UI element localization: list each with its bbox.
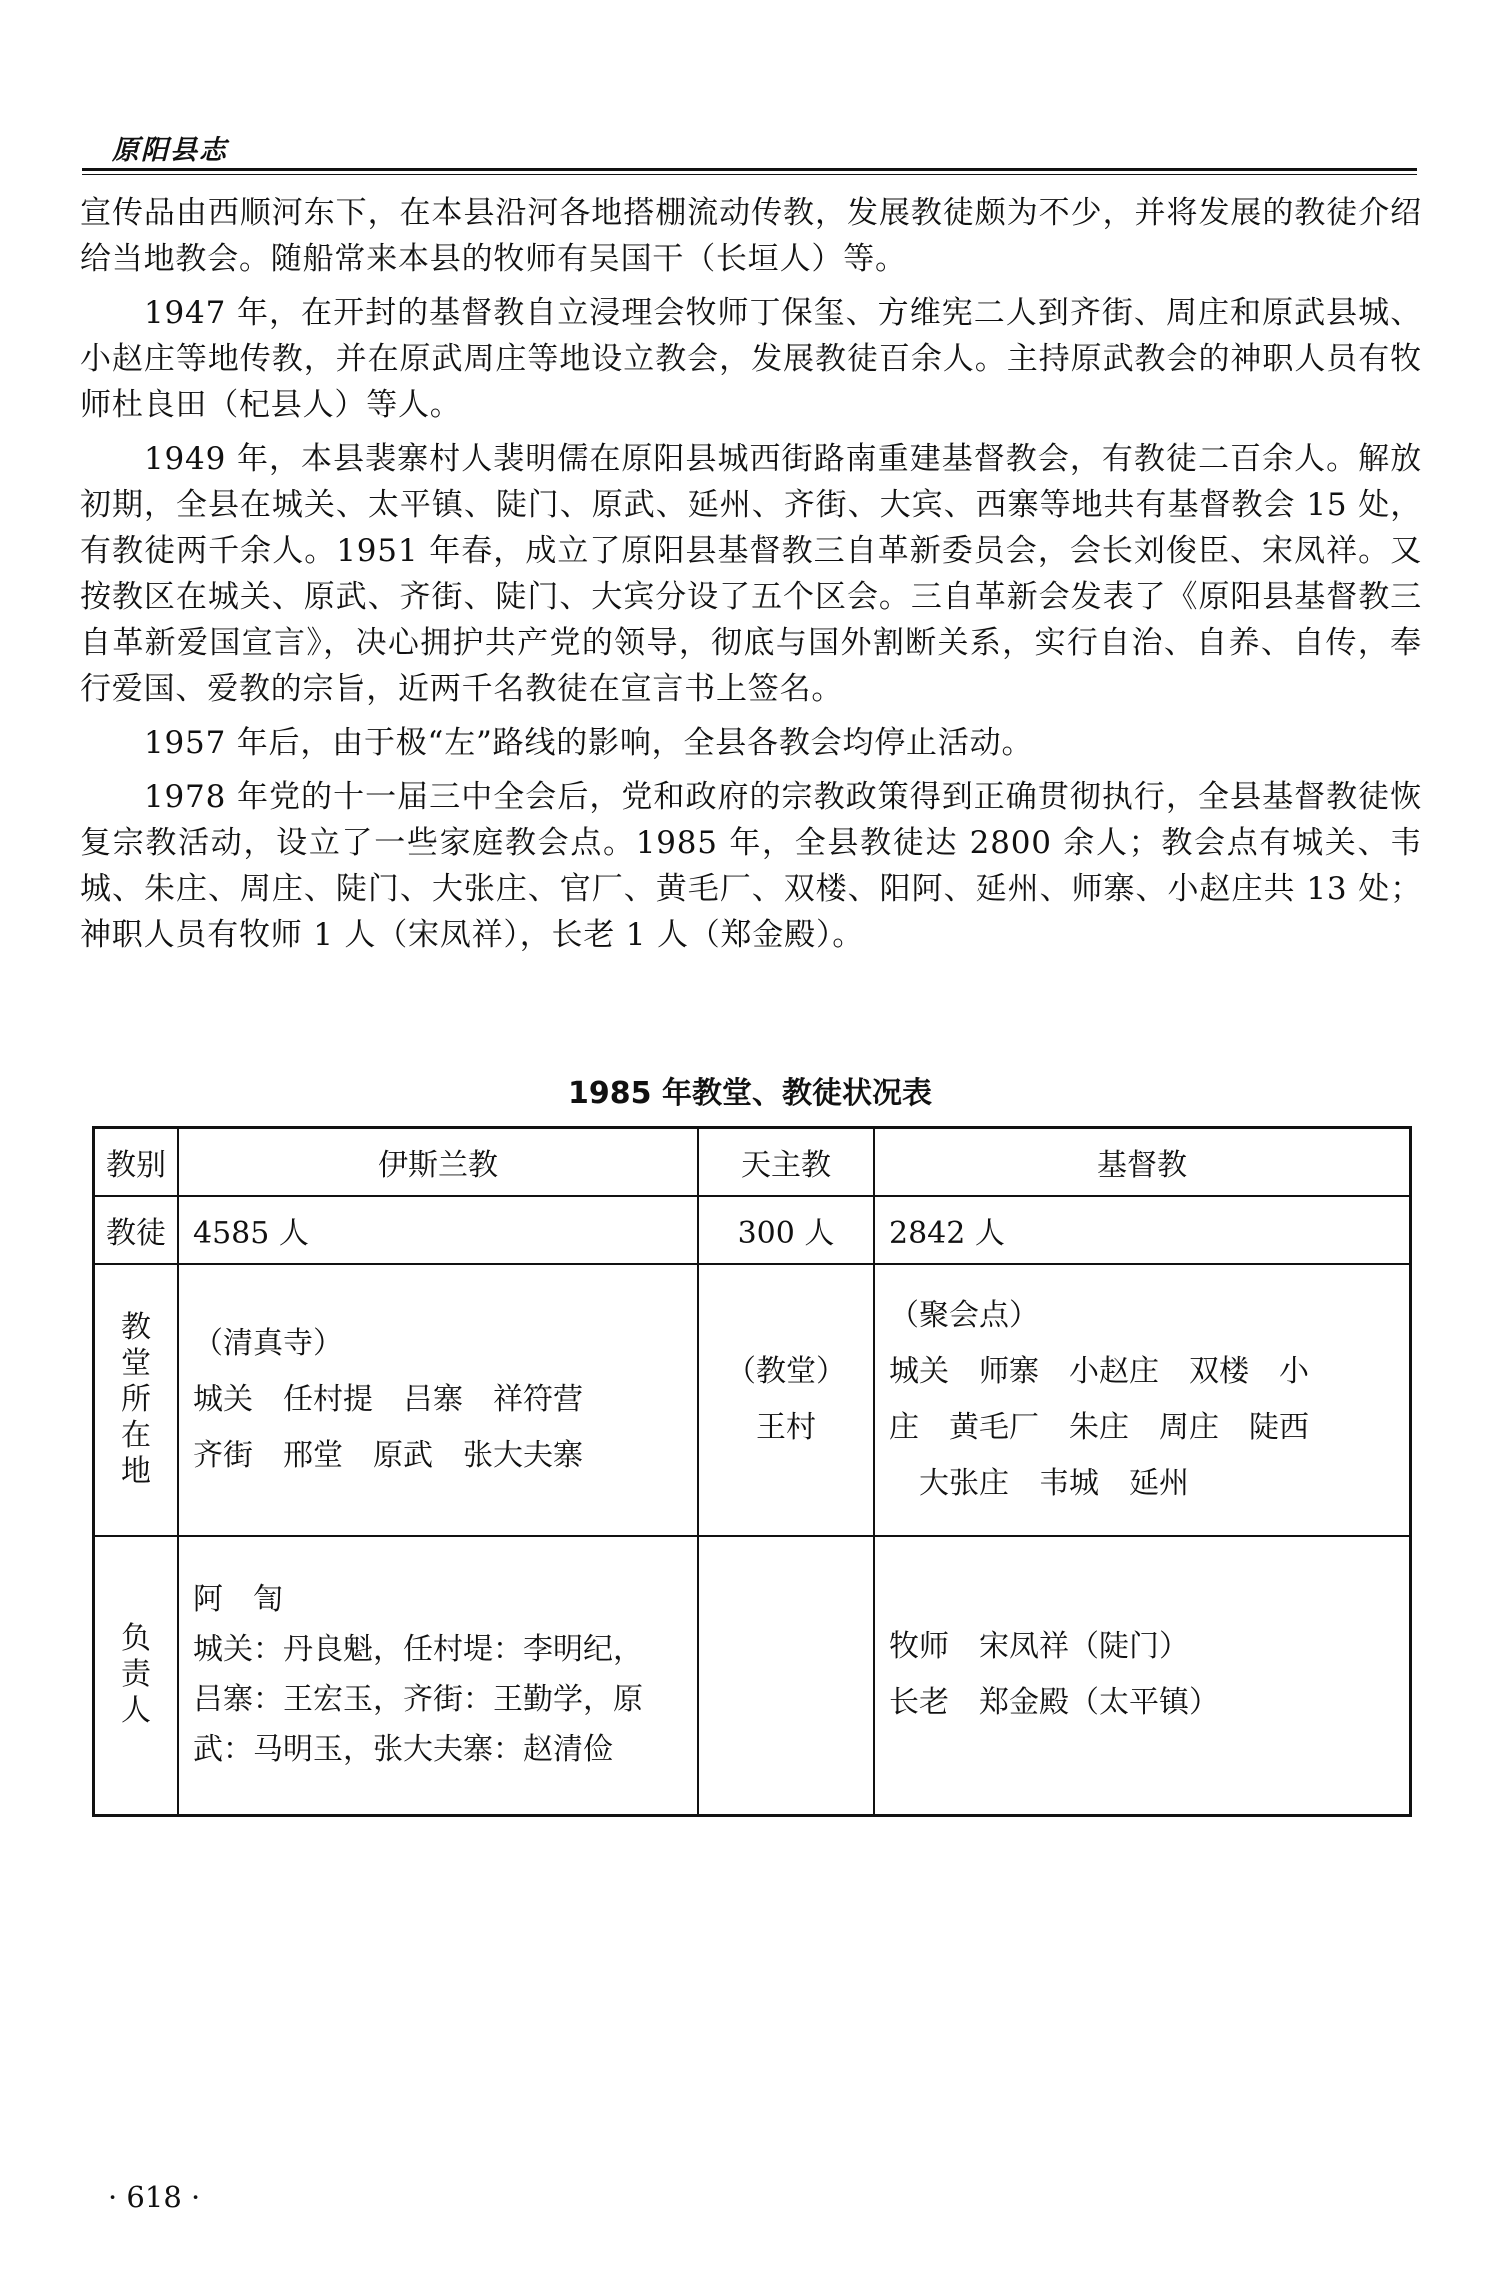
cell-christian-locations [874,1264,1411,1536]
paragraph: 1949 年，本县裴寨村人裴明儒在原阳县城西街路南重建基督教会，有教徒二百余人。解放初期，全县在城关、太平镇、陡门、原武、延州、齐街、大宾、西寨等地共有基督教会 15 处，有教徒两千余人。1951 年春，成立了原阳县基督教三自革新委员会，会长刘俊臣、宋凤祥。又按教区在城关、原武、齐街、陡门、大宾分设了五个区会。三自革新会发表了《原阳县基督教三自革新爱国宣言》，决心拥护共产党的领导，彻底与国外割断关系，实行自治、自养、自传，奉行爱国、爱教的宗旨，近两千名教徒在宣言书上签名。 [80,441,1422,707]
religion-stats-table [92,1126,1412,1817]
header-rule-thick [82,168,1417,171]
paragraph: 宣传品由西顺河东下，在本县沿河各地搭棚流动传教，发展教徒颇为不少，并将发展的教徒介绍给当地教会。随船常来本县的牧师有吴国干（长垣人）等。 [80,195,1422,277]
paragraph: 1947 年，在开封的基督教自立浸理会牧师丁保玺、方维宪二人到齐街、周庄和原武县城、小赵庄等地传教，并在原武周庄等地设立教会，发展教徒百余人。主持原武教会的神职人员有牧师杜良田（杞县人）等人。 [80,295,1422,423]
header-cell-catholic: 天主教 [698,1128,874,1196]
cell-text-line: 城关：丹良魁，任村堤：李明纪， [193,1632,643,1668]
header-rule-thin [82,174,1417,175]
table-row-locations [94,1264,1411,1536]
cell-text-line: 庄 黄毛厂 朱庄 周庄 陡西 [889,1409,1309,1445]
paragraph: 1978 年党的十一届三中全会后，党和政府的宗教政策得到正确贯彻执行，全县基督教徒恢复宗教活动，设立了一些家庭教会点。1985 年，全县教徒达 2800 余人；教会点有城关、韦城、朱庄、周庄、陡门、大张庄、官厂、黄毛厂、双楼、阳阿、延州、师寨、小赵庄共 13 处；神职人员有牧师 1 人（宋凤祥），长老 1 人（郑金殿）。 [80,779,1422,953]
table-row-leaders [94,1536,1411,1816]
cell-islam-leaders [178,1536,698,1816]
cell-heading: （清真寺） [193,1325,343,1361]
paragraph: 1957 年后，由于极“左”路线的影响，全县各教会均停止活动。 [144,725,1034,761]
cell-text-line: 武：马明玉，张大夫寨：赵清俭 [193,1732,613,1768]
running-header: 原阳县志 [112,135,228,166]
vertical-label: 教堂所在地 [121,1309,151,1489]
page-number: · 618 · [108,2180,201,2214]
cell-text-line: 王村 [756,1409,816,1445]
cell-text-line: 城关 师寨 小赵庄 双楼 小 [889,1353,1309,1389]
cell-heading: （聚会点） [889,1297,1039,1333]
cell-islam-followers: 4585 人 [178,1196,698,1264]
cell-christian-leaders [874,1536,1411,1816]
cell-heading: （教堂） [726,1353,846,1389]
cell-catholic-locations [698,1264,874,1536]
header-cell-islam: 伊斯兰教 [178,1128,698,1196]
cell-text-line: 齐街 邢堂 原武 张大夫寨 [193,1437,583,1473]
cell-catholic-leaders [698,1536,874,1816]
header-cell-christian: 基督教 [874,1128,1411,1196]
header-cell-category: 教别 [94,1128,179,1196]
cell-text-line: 牧师 宋凤祥（陡门） [889,1629,1189,1665]
row-label-leaders [94,1536,179,1816]
table-header-row [94,1128,1411,1196]
table-title: 1985 年教堂、教徒状况表 [568,1076,932,1111]
cell-heading: 阿 訇 [193,1582,283,1618]
cell-text-line: 长老 郑金殿（太平镇） [889,1685,1219,1721]
cell-islam-locations [178,1264,698,1536]
vertical-label: 负责人 [121,1621,151,1729]
cell-christian-followers: 2842 人 [874,1196,1411,1264]
row-label-locations [94,1264,179,1536]
body-text [80,190,1422,966]
cell-text-line: 吕寨：王宏玉，齐街：王勤学，原 [193,1682,643,1718]
row-label-followers: 教徒 [94,1196,179,1264]
table-row-followers [94,1196,1411,1264]
cell-text-line: 城关 任村提 吕寨 祥符营 [193,1381,583,1417]
cell-catholic-followers: 300 人 [698,1196,874,1264]
cell-text-line: 大张庄 韦城 延州 [919,1465,1189,1501]
